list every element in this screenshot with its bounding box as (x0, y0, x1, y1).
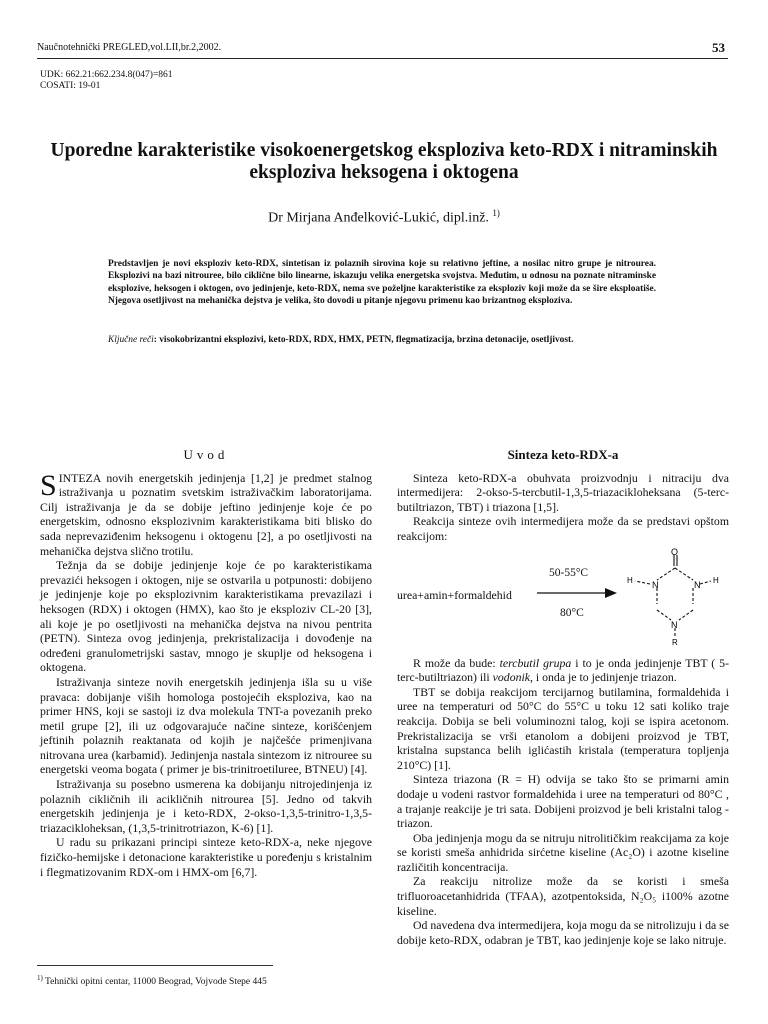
footnote-mark: 1) (37, 974, 43, 982)
cosati-code: COSATI: 19-01 (40, 81, 101, 91)
paragraph: Za reakciju nitrolize može da se koristi i smeša trifluoroacetanhidrida (TFAA), azotpentoksida, N₂O₅ i100% azotne kiseline. (397, 874, 729, 918)
paragraph-text: INTEZA novih energetskih jedinjenja [1,2] je predmet stalnog istraživanja u poznatim svetskim istraživačkim laboratorijama. Cilj istraživanja je da se dobije jeftino jedinjenje koje će po energetskim, odnosno eksplozivnim karakteristikama biti blisko do sada neprevaziđenim heksogenu i oktogenu [2], a po osetljivosti na mehanička dejstva slično trotilu. (40, 470, 372, 558)
keywords-label: Ključne reči (108, 335, 154, 345)
running-head: Naučnotehnički PREGLED,vol.LII,br.2,2002. (37, 42, 222, 53)
footnote-rule (37, 965, 273, 966)
footnote-text: Tehnički opitni centar, 11000 Beograd, Vojvode Stepe 445 (42, 977, 267, 988)
paragraph: TBT se dobija reakcijom tercijarnog butilamina, formaldehida i uree na temperaturi od 50°C do 55°C u toku 12 sati koliko traje reakcija. Dobija se beli voluminozni talog, koji se ispira acetonom. Prekristalizacija se vrši etanolom a dobijeni proizvod je TBT, kristalna supstanca belih iglićastih kristala (temperatura topljenja 210°C) [1]. (397, 684, 729, 772)
paragraph: Istraživanja su posebno usmerena ka dobijanju nitrojedinjenja iz polaznih cikličnih ili acikličnih nitrourea [5]. Jedno od takvih energetskih jedinjenja je i keto-RDX, 2-okso-1,3,5-trinitro-1,3,5-triazacikloheksan, (1,3,5-trinitrotriazon, K-6) [1]. (40, 777, 372, 835)
article-title: Uporedne karakteristike visokoenergetskog eksploziva keto-RDX i nitraminskih eksploziva heksogena i oktogena (50, 140, 718, 183)
atom-n-right: N (694, 579, 701, 590)
paragraph: Oba jedinjenja mogu da se nitruju nitrolitičkim reakcijama za koje se koristi smeša anhidrida sirćetne kiseline (Ac₂O) i azotne kiseline različitih koncentracija. (397, 830, 729, 874)
paragraph: Od navedena dva intermedijera, koja mogu da se nitrolizuju i da se dobije keto-RDX, odabran je TBT, kao jedinjenje koje se lako nitruje. (397, 918, 729, 947)
paragraph: Reakcija sinteze ovih intermedijera može da se predstavi opštom reakcijom: (397, 514, 729, 543)
author-name: Dr Mirjana Anđelković-Lukić, dipl.inž. (268, 210, 489, 226)
author-line (40, 208, 728, 227)
italic-term: vodonik (492, 670, 530, 685)
section-heading-sinteza: Sinteza keto-RDX-a (507, 447, 619, 462)
text-run: i to je onda jedinjenje TBT ( 5-terc-butiltriazon) ili (397, 655, 729, 685)
reaction-scheme (397, 548, 729, 648)
atom-r: R (672, 637, 678, 647)
triazinone-ring-structure (619, 548, 729, 648)
header-rule (37, 58, 728, 59)
atom-h-right: H (713, 575, 719, 585)
left-column (40, 448, 372, 879)
drop-cap: S (40, 468, 57, 502)
section-heading-uvod: Uvod (183, 447, 229, 462)
page-number: 53 (712, 40, 725, 55)
paragraph: Istraživanja sinteze novih energetskih jedinjenja išla su u više pravaca: dobijanje viših homologa postojećih eksploziva, kao na primer HNS, koji se sastoji iz dva molekula TNT-a povezanih preko metil grupe [2], ili uz odgovarajuće načine sinteze, korišćenjem jeftinih polaznih reaktanata od kojih je najčešće primenjivana nitrovana urea (karbamid). Jedinjenja nastala sintezom iz nitrouree su energetski veoma bogata ( primer je bis-trinitroetiluree, BTNEU) [4]. (40, 674, 372, 777)
atom-o: O (671, 547, 679, 557)
paragraph (40, 468, 372, 559)
right-column (397, 448, 729, 947)
paragraph (397, 656, 729, 685)
italic-term: tercbutil grupa (499, 655, 572, 670)
author-footnote-mark: 1) (492, 208, 500, 218)
paragraph: Težnja da se dobije jedinjenje koje će po karakteristikama prevazići heksogen i oktogen, nije se ostvarila u potpunosti: dobijeno je jedinjenje koje po eksplozivnim karakteristikama prevazilazi i heksogen (RDX) i oktogen (HMX), kao što je eksploziv CL-20 [3], ali koje je po osetljivosti na mehanička dejstva na nivou pentrita (PETN). Sinteza ovog jedinjenja, prekristalizacija i dovođenje na određeni granulometrijski sastav, mnogo je skuplje od heksogena i oktogena. (40, 558, 372, 675)
paragraph: Sinteza triazona (R = H) odvija se tako što se primarni amin dodaje u vodeni rastvor formaldehida i uree na temperaturi od 80°C , a trajanje reakcije je tri sata. Dobijeni proizvod je beli kristalni talog - triazon. (397, 772, 729, 831)
classification-block (40, 70, 173, 92)
atom-n-left: N (652, 579, 659, 590)
paragraph: U radu su prikazani principi sinteze keto-RDX-a, neke njegove fizičko-hemijske i detonacione karakteristike u poređenju s kristalnim i flegmatizovanim RDX-om i HMX-om [6,7]. (40, 835, 372, 879)
reaction-condition-bottom: 80°C (560, 606, 584, 619)
reactants: urea+amin+formaldehid (397, 587, 512, 602)
abstract: Predstavljen je novi eksploziv keto-RDX, sintetisan iz polaznih sirovina koje su relativno jeftine, a nosilac nitro grupe je nitrourea. Eksplozivi na bazi nitrouree, bilo ciklične bilo linearne, iskazuju velika energetska svojstva. Međutim, u odnosu na poznate nitraminske eksplozive, heksogen i oktogen, ovo jedinjenje, keto-RDX, nema sve poželjne karakteristike za eksploziv koji može da se šire eksploatiše. Njegova osetljivost na mehanička dejstva je velika, što dovodi u pitanje njegovu primenu kao brizantnog eksploziva. (108, 259, 656, 306)
text-run: , i onda je to jedinjenje triazon. (530, 670, 677, 685)
paragraph: Sinteza keto-RDX-a obuhvata proizvodnju i nitraciju dva intermedijera: 2-okso-5-tercbutil-1,3,5-triazacikloheksana (5-terc-butiltriazon, TBT) i triazona [1,5]. (397, 470, 729, 514)
reaction-condition-top: 50-55°C (549, 566, 589, 579)
atom-h-left: H (627, 575, 633, 585)
text-run: R može da bude: (413, 655, 500, 670)
footnote (37, 974, 267, 987)
udk-code: UDK: 662.21:662.234.8(047)=861 (40, 70, 173, 80)
keywords (108, 335, 660, 345)
atom-n-bottom: N (671, 619, 678, 630)
keywords-list: : visokobrizantni eksplozivi, keto-RDX, RDX, HMX, PETN, flegmatizacija, brzina detonacije, osetljivost. (153, 335, 574, 345)
